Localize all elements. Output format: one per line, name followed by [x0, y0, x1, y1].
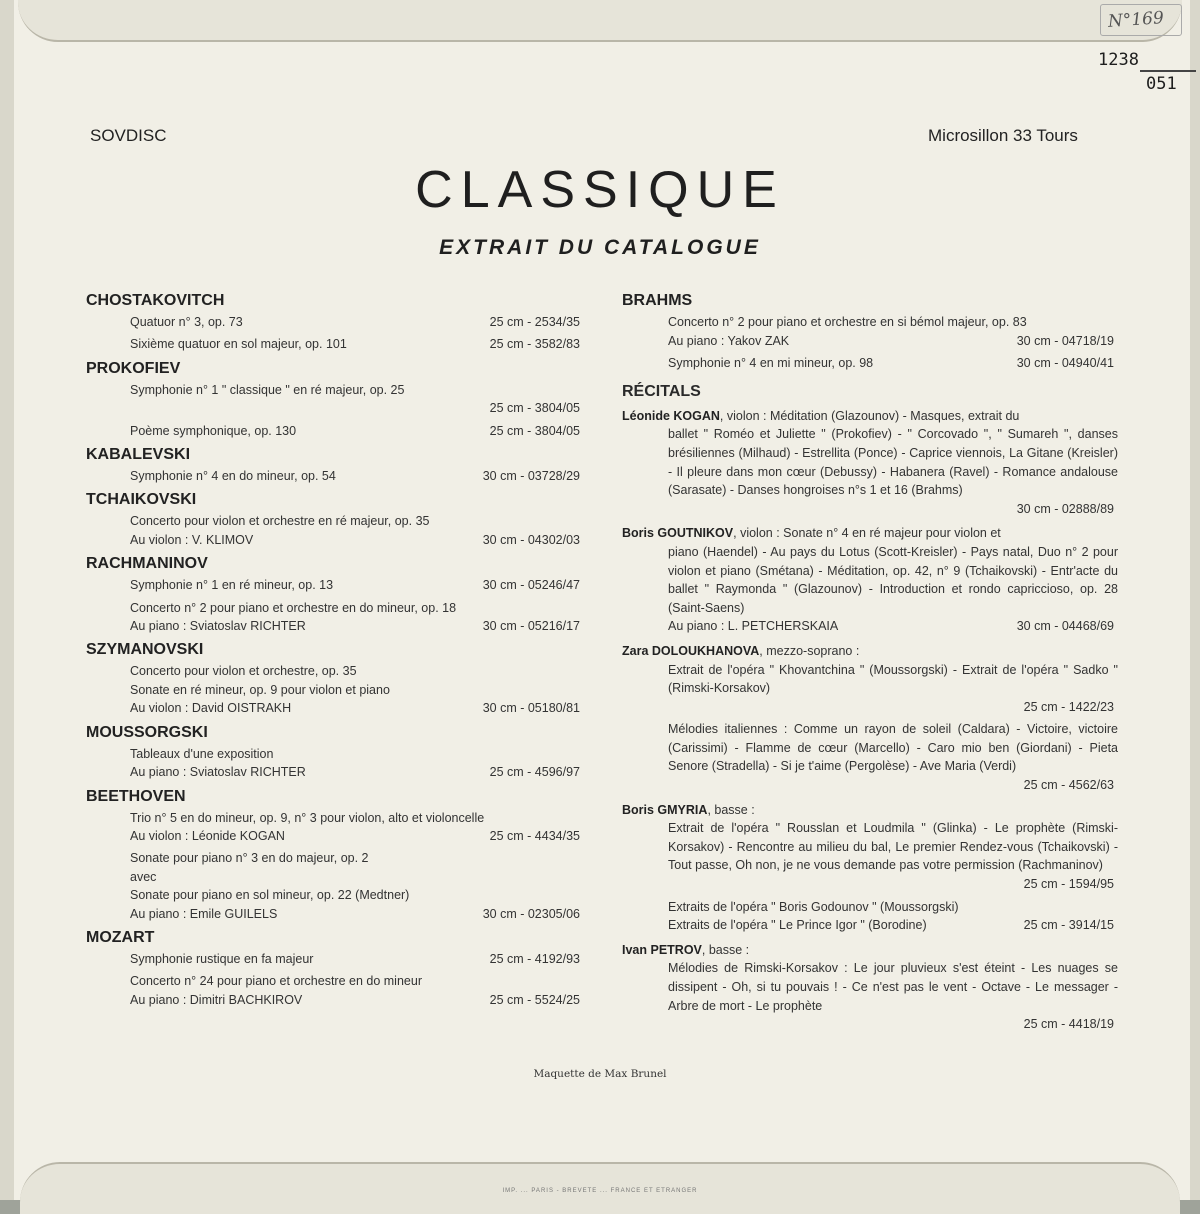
catalogue-ref: 25 cm - 3582/83	[489, 337, 580, 352]
catalogue-ref: 30 cm - 05180/81	[482, 701, 580, 716]
artist-role: , violon : Sonate n° 4 en ré majeur pour violon et	[733, 526, 1001, 541]
artist-role: , mezzo-soprano :	[759, 643, 860, 658]
recital-program-text: Extraits de l'opéra " Boris Godounov " (Moussorgski)	[668, 899, 959, 914]
composer-section	[86, 292, 586, 354]
left-catalogue-column	[86, 286, 586, 1009]
work-entry	[86, 662, 586, 717]
performer: Au piano : Sviatoslav RICHTER	[130, 619, 306, 634]
artist-name: Zara DOLOUKHANOVA	[622, 643, 760, 658]
artist-line	[622, 941, 1118, 960]
work-entry	[622, 354, 1118, 373]
catalogue-ref: 25 cm - 3914/15	[1023, 918, 1114, 933]
right-catalogue-column	[622, 286, 1118, 1034]
catalogue-ref: 25 cm - 3804/05	[489, 423, 580, 438]
catalogue-ref: 25 cm - 4434/35	[489, 828, 580, 843]
catalogue-ref: 25 cm - 1422/23	[1023, 699, 1114, 714]
work-title: Sixième quatuor en sol majeur, op. 101	[130, 337, 347, 352]
composer-name: CHOSTAKOVITCH	[86, 292, 225, 309]
artist-line	[622, 801, 1118, 820]
artist-name: Ivan PETROV	[622, 942, 702, 957]
recital-program	[622, 543, 1118, 636]
performer: Au piano : Dimitri BACHKIROV	[130, 992, 303, 1007]
work-title: Concerto n° 24 pour piano et orchestre en do mineur	[130, 974, 422, 989]
catalogue-ref: 25 cm - 3804/05	[489, 401, 580, 416]
work-title: Poème symphonique, op. 130	[130, 423, 297, 438]
stamp-divider	[1140, 70, 1196, 72]
work-entry	[86, 950, 586, 968]
work-title: Sonate en ré mineur, op. 9 pour violon et piano	[130, 682, 390, 697]
stamp-number-bottom: 051	[1146, 74, 1177, 94]
recital-entry	[622, 941, 1118, 1034]
composer-section	[86, 491, 586, 549]
artist-line	[622, 642, 1118, 661]
printer-credit: IMP. ... PARIS - BREVETE ... FRANCE ET ETRANGER	[502, 1188, 698, 1194]
work-entry	[86, 809, 586, 846]
work-entry	[86, 745, 586, 782]
work-title: Trio n° 5 en do mineur, op. 9, n° 3 pour violon, alto et violoncelle	[130, 810, 485, 825]
handwritten-number: N°169	[1107, 8, 1165, 32]
catalogue-ref: 30 cm - 04940/41	[1016, 356, 1114, 371]
work-entry	[86, 512, 586, 549]
recital-program	[622, 661, 1118, 717]
page-title: CLASSIQUE	[415, 161, 785, 219]
page-subtitle: EXTRAIT DU CATALOGUE	[439, 236, 761, 259]
work-connector: avec	[130, 869, 157, 884]
recital-entry	[622, 642, 1118, 795]
composer-name: KABALEVSKI	[86, 446, 191, 464]
recital-entry	[622, 801, 1118, 935]
recital-program	[622, 819, 1118, 893]
artist-line	[622, 407, 1118, 426]
work-title: Symphonie rustique en fa majeur	[130, 951, 314, 966]
catalogue-ref: 25 cm - 4418/19	[1023, 1017, 1114, 1032]
catalogue-ref: 25 cm - 4192/93	[489, 951, 580, 966]
stamp-number-top: 1238	[1098, 50, 1139, 70]
performer: Au violon : Léonide KOGAN	[130, 828, 285, 843]
composer-name: PROKOFIEV	[86, 359, 181, 377]
work-entry	[86, 381, 586, 418]
sleeve-top-flap	[18, 0, 1182, 42]
performer: Au piano : Sviatoslav RICHTER	[130, 765, 306, 780]
composer-section	[86, 788, 586, 923]
artist-name: Léonide KOGAN	[622, 408, 720, 423]
composer-section	[86, 555, 586, 635]
catalogue-ref: 25 cm - 2534/35	[489, 315, 580, 329]
work-entry	[86, 849, 586, 923]
composer-section	[86, 446, 586, 485]
artist-role: , violon : Méditation (Glazounov) - Masques, extrait du	[719, 408, 1020, 423]
work-title: Concerto n° 2 pour piano et orchestre en si bémol majeur, op. 83	[668, 315, 1027, 329]
catalogue-ref: 25 cm - 4562/63	[1023, 778, 1114, 793]
recital-program-text: Mélodies de Rimski-Korsakov : Le jour pluvieux s'est éteint - Les nuages se dissipent - Oh, si tu pouvais ! - Ce n'est pas le vent - Octave - Le messager - Arbre de mort - Le prophète	[668, 961, 1118, 1013]
catalogue-ref: 30 cm - 03728/29	[482, 469, 580, 484]
recital-program	[622, 898, 1118, 935]
catalogue-ref: 30 cm - 05246/47	[482, 578, 580, 593]
composer-section	[86, 929, 586, 1009]
work-entry	[622, 313, 1118, 350]
composer-section	[86, 360, 586, 440]
recital-program-text: Extrait de l'opéra " Rousslan et Loudmila " (Glinka) - Le prophète (Rimski-Korsakov) - Rencontre au milieu du bal, Le premier Rendez-vous (Tchaikovski) - Tout passe, Oh non, je ne vous demande pas votre permission (Rachmaninov)	[668, 821, 1118, 873]
work-title: Symphonie n° 4 en do mineur, op. 54	[130, 469, 336, 484]
artist-name: Boris GMYRIA	[622, 802, 708, 817]
work-title: Sonate pour piano en sol mineur, op. 22 (Medtner)	[130, 888, 410, 903]
catalogue-ref: 30 cm - 02305/06	[482, 906, 580, 921]
work-title: Symphonie n° 1 en ré mineur, op. 13	[130, 578, 334, 593]
composer-section	[622, 292, 1118, 373]
recital-program-text: piano (Haendel) - Au pays du Lotus (Scott-Kreisler) - Pays natal, Duo n° 2 pour violon et piano (Smétana) - Méditation, op. 42, n° 9 (Tchaikovski) - Entr'acte du ballet " Raymonda " (Glazounov) - Introduction et rondo capriccioso, op. 28 (Saint-Saens)	[668, 544, 1118, 615]
recital-entry	[622, 407, 1118, 519]
artist-role: , basse :	[701, 942, 750, 957]
composer-name: MOUSSORGSKI	[86, 723, 208, 741]
performer: Au piano : Yakov ZAK	[668, 333, 790, 348]
work-title: Concerto pour violon et orchestre en ré majeur, op. 35	[130, 514, 430, 529]
catalogue-ref: 30 cm - 04468/69	[1016, 619, 1114, 634]
work-title: Symphonie n° 1 " classique " en ré majeur, op. 25	[130, 382, 405, 397]
work-title: Sonate pour piano n° 3 en do majeur, op. 2	[130, 851, 369, 866]
composer-name: MOZART	[86, 928, 155, 946]
artist-name: Boris GOUTNIKOV	[622, 526, 734, 541]
performer: Au violon : David OISTRAKH	[130, 701, 292, 716]
recital-program-text: ballet " Roméo et Juliette " (Prokofiev) - " Corcovado ", " Sumareh ", danses brésiliennes (Milhaud) - Estrellita (Ponce) - Caprice viennois, La Gitane (Kreisler) - Il pleure dans mon cœur (Debussy) - Habanera (Ravel) - Romance andalouse (Sarasate) - Danses hongroises n°s 1 et 16 (Brahms)	[668, 427, 1118, 498]
recital-program	[622, 425, 1118, 518]
composer-section	[86, 641, 586, 717]
work-entry	[86, 576, 586, 594]
performer: Au piano : L. PETCHERSKAIA	[668, 619, 839, 634]
work-title: Concerto n° 2 pour piano et orchestre en do mineur, op. 18	[130, 600, 457, 615]
format-label: Microsillon 33 Tours	[928, 126, 1078, 145]
work-entry	[86, 422, 586, 440]
performer: Au violon : V. KLIMOV	[130, 532, 254, 547]
catalogue-ref: 25 cm - 1594/95	[1023, 877, 1114, 892]
performer: Au piano : Emile GUILELS	[130, 906, 278, 921]
composer-name: BEETHOVEN	[86, 787, 186, 805]
recital-program-text: Mélodies italiennes : Comme un rayon de soleil (Caldara) - Victoire, victoire (Carissimi) - Flamme de cœur (Marcello) - Caro mio ben (Giordani) - Pieta Senore (Stradella) - Si je t'aime (Pergolèse) - Ave Maria (Verdi)	[668, 722, 1118, 774]
composer-name: RACHMANINOV	[86, 555, 208, 573]
work-entry	[86, 599, 586, 636]
catalogue-ref: 30 cm - 04718/19	[1016, 333, 1114, 348]
composer-name: TCHAIKOVSKI	[86, 491, 197, 509]
recital-program-text: Extraits de l'opéra " Le Prince Igor " (Borodine)	[668, 918, 927, 933]
catalogue-ref: 25 cm - 5524/25	[489, 992, 580, 1007]
design-credit: Maquette de Max Brunel	[533, 1068, 667, 1080]
work-entry	[86, 972, 586, 1009]
work-entry	[86, 467, 586, 485]
work-entry	[86, 313, 586, 331]
work-entry	[86, 335, 586, 353]
recitals-heading: RÉCITALS	[622, 382, 701, 400]
recital-program	[622, 959, 1118, 1033]
catalogue-ref: 30 cm - 05216/17	[482, 619, 580, 634]
work-title: Quatuor n° 3, op. 73	[130, 315, 243, 329]
artist-role: , basse :	[707, 802, 755, 817]
composer-name: BRAHMS	[622, 292, 693, 309]
catalogue-ref: 30 cm - 04302/03	[482, 532, 580, 547]
work-title: Tableaux d'une exposition	[130, 746, 274, 761]
work-title: Symphonie n° 4 en mi mineur, op. 98	[668, 356, 874, 371]
composer-name: SZYMANOVSKI	[86, 641, 204, 659]
catalogue-ref: 30 cm - 02888/89	[1016, 501, 1114, 516]
label-name: SOVDISC	[90, 126, 167, 145]
recital-entry	[622, 524, 1118, 636]
recital-program-text: Extrait de l'opéra " Khovantchina " (Moussorgski) - Extrait de l'opéra " Sadko " (Rimski-Korsakov)	[668, 662, 1118, 696]
work-title: Concerto pour violon et orchestre, op. 35	[130, 664, 357, 679]
composer-section	[86, 724, 586, 782]
catalogue-ref: 25 cm - 4596/97	[489, 765, 580, 780]
recital-program	[622, 720, 1118, 794]
artist-line	[622, 524, 1118, 543]
